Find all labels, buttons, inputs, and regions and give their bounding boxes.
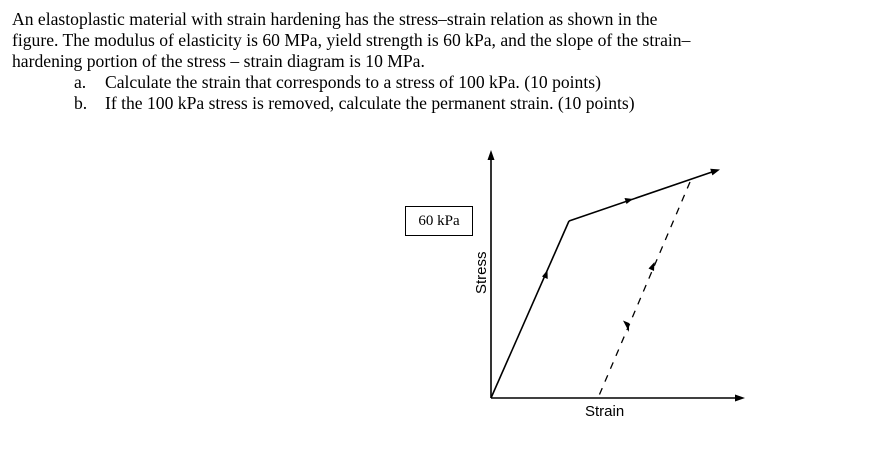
elastic-loading-arrowhead (542, 270, 548, 279)
strain-hardening-end-arrowhead (710, 169, 720, 176)
problem-stem-line-1: An elastoplastic material with strain hardening has the stress–strain relation as shown in the (12, 9, 658, 29)
yield-strength-box (405, 206, 473, 236)
strain-hardening-arrowhead (625, 198, 634, 204)
strain-hardening-line (569, 172, 712, 221)
part-a-marker: a. (74, 72, 87, 92)
unloading-arrowhead (623, 321, 629, 333)
elastic-loading-line (491, 221, 569, 398)
part-b-text: If the 100 kPa stress is removed, calculate the permanent strain. (10 points) (105, 93, 635, 113)
yield-strength-label: 60 kPa (418, 212, 460, 229)
reloading-arrowhead (649, 262, 655, 271)
stress-axis-label: Stress (473, 251, 490, 294)
stress-axis-arrowhead (488, 150, 495, 160)
strain-axis-label: Strain (585, 403, 625, 420)
problem-stem-line-2: figure. The modulus of elasticity is 60 MPa, yield strength is 60 kPa, and the slope of the strain– (12, 30, 691, 50)
part-a-text: Calculate the strain that corresponds to a stress of 100 kPa. (10 points) (105, 72, 601, 92)
strain-axis-arrowhead (735, 395, 745, 402)
unloading-dashed-line (598, 182, 690, 398)
problem-stem-line-3: hardening portion of the stress – strain diagram is 10 MPa. (12, 51, 425, 71)
part-b-marker: b. (74, 93, 88, 113)
